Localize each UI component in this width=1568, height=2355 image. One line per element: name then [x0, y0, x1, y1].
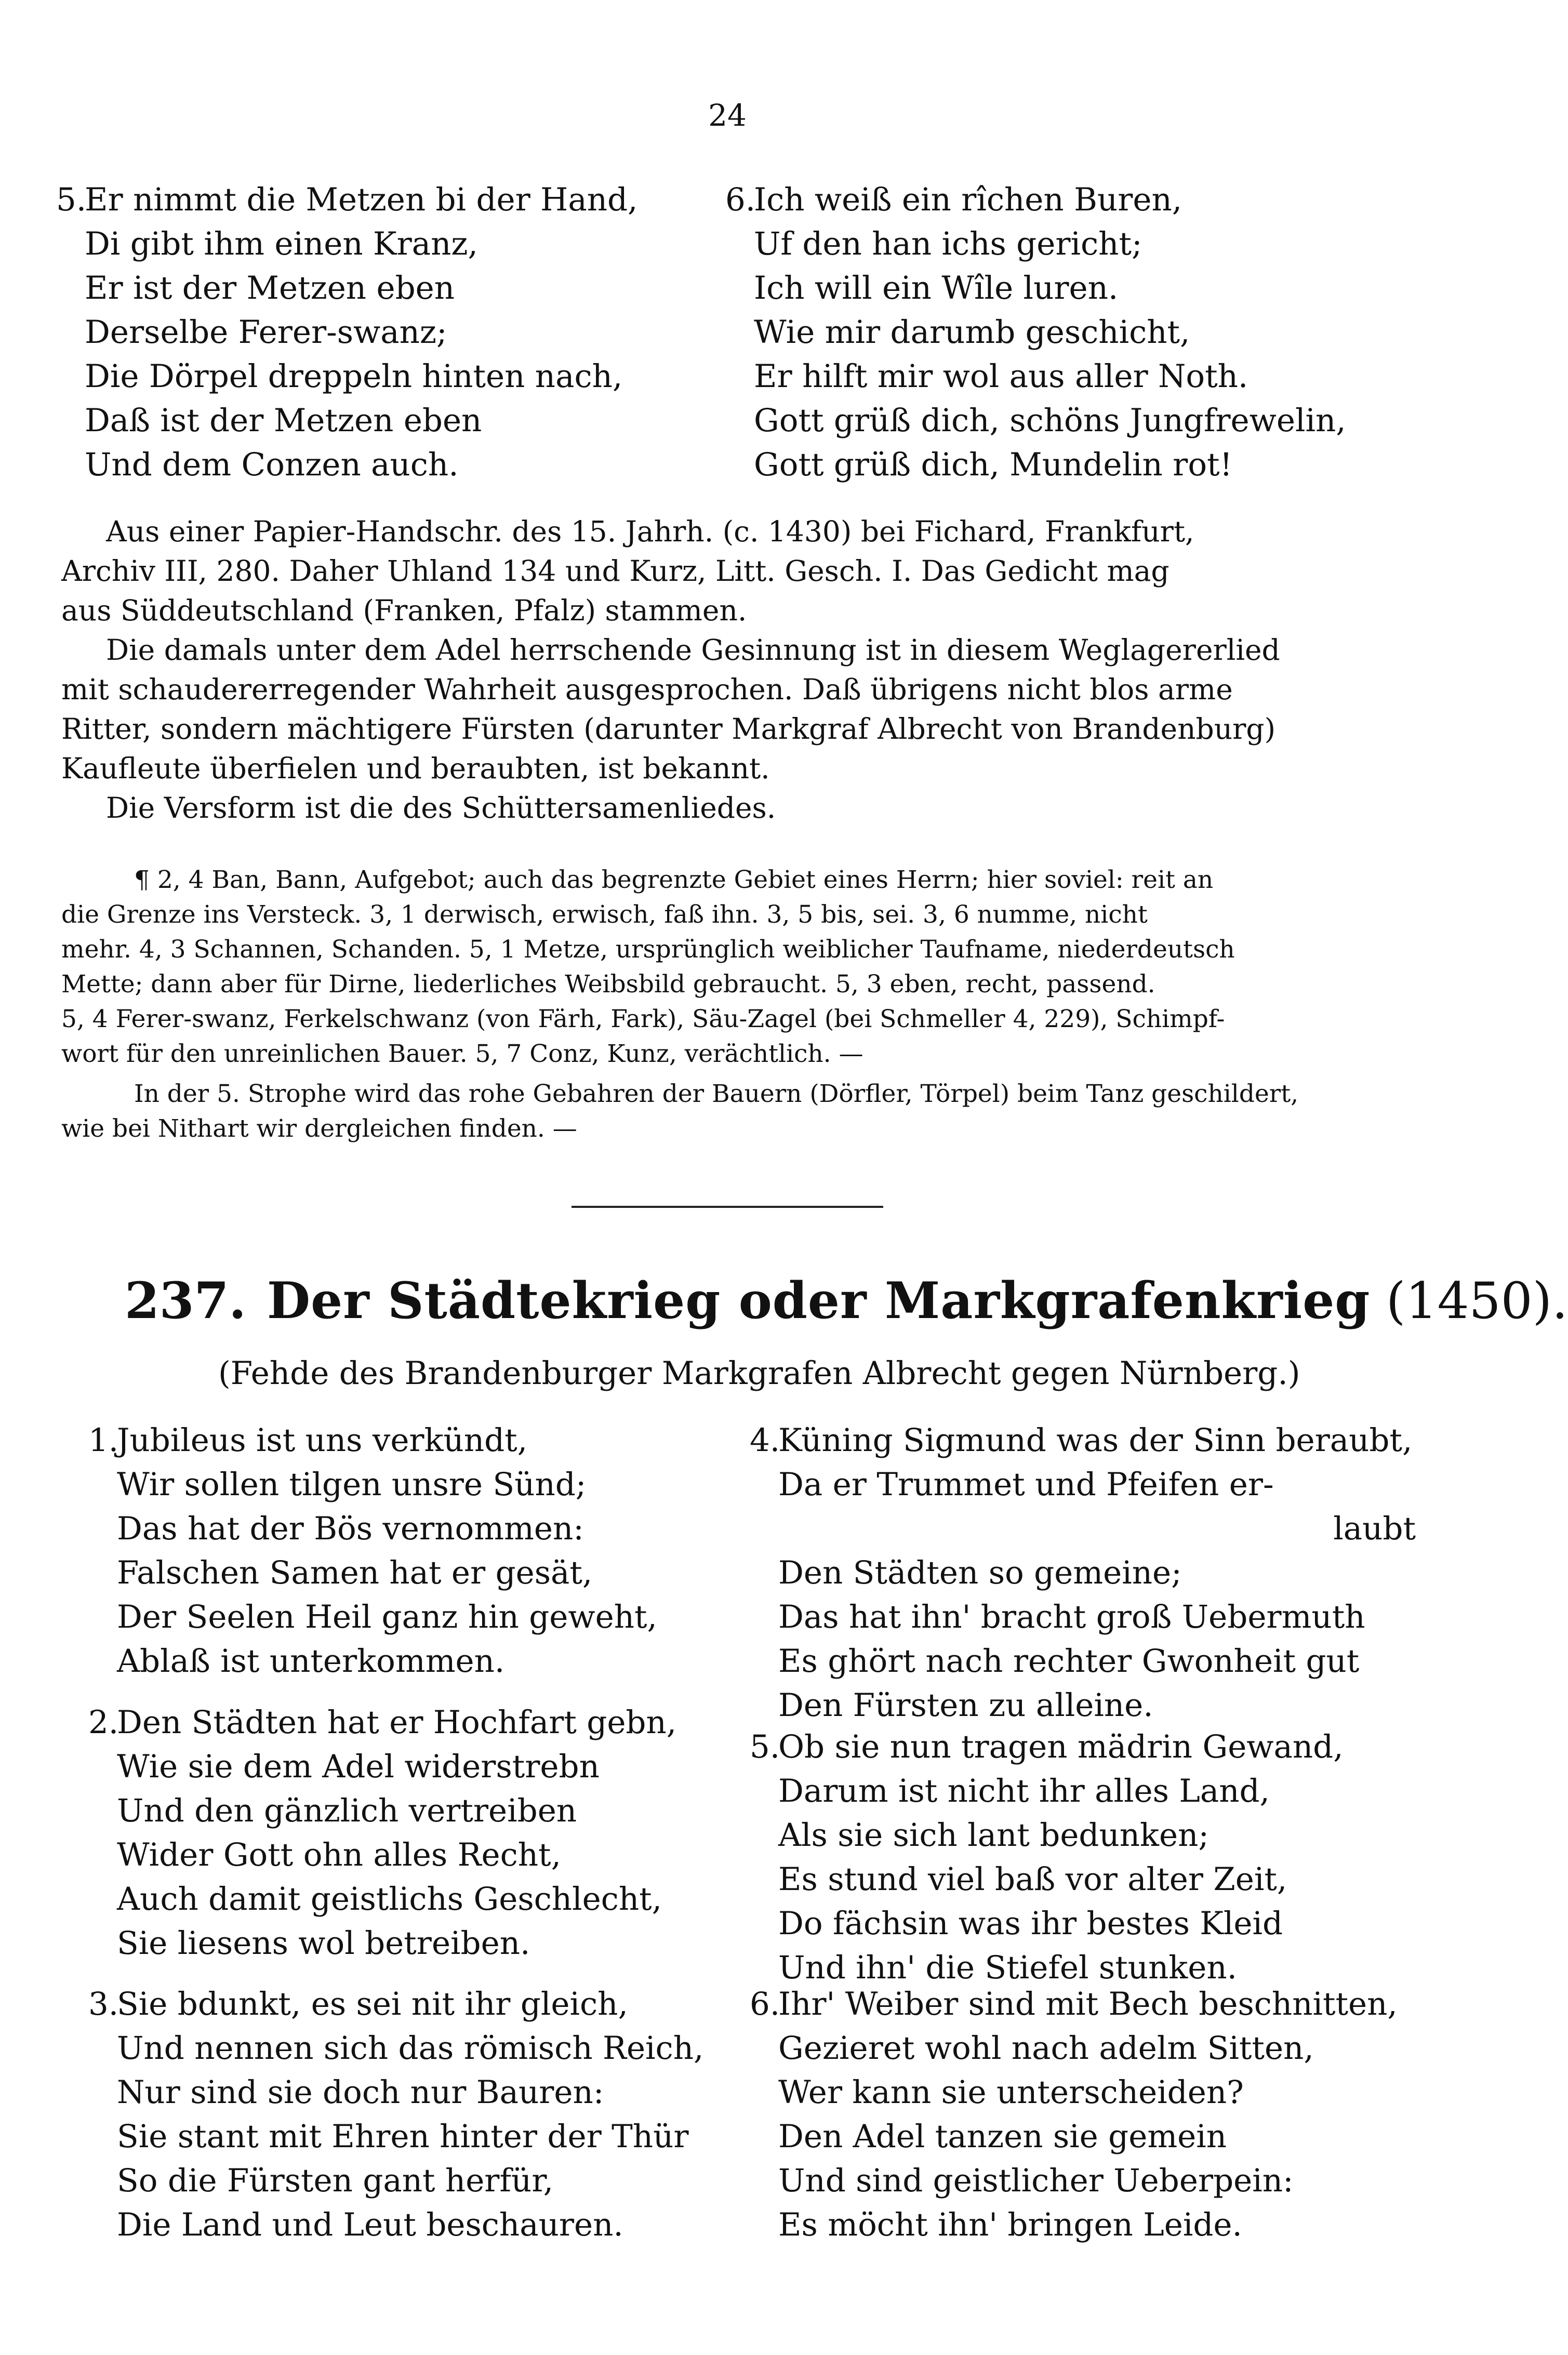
- note-line: mehr. 4, 3 Schannen, Schanden. 5, 1 Metze, ursprünglich weiblicher Taufname, niederdeutsch: [61, 935, 1235, 964]
- stanza-number: 5.: [750, 1728, 780, 1765]
- stanza-line: Sie stant mit Ehren hinter der Thür: [117, 2118, 689, 2155]
- stanza-line: Wie mir darumb geschicht,: [754, 314, 1190, 351]
- commentary-line: aus Süddeutschland (Franken, Pfalz) stammen.: [61, 594, 747, 627]
- commentary-line: Kaufleute überfielen und beraubten, ist bekannt.: [61, 752, 770, 785]
- stanza-line: 6.Ich weiß ein rîchen Buren,: [725, 178, 1411, 222]
- stanza-1: [88, 1418, 727, 1683]
- stanza-line: Er ist der Metzen eben: [85, 270, 455, 307]
- stanza-4: [750, 1418, 1425, 1727]
- stanza-line: Gott grüß dich, schöns Jungfrewelin,: [754, 402, 1346, 439]
- stanza-line: Sie liesens wol betreiben.: [117, 1925, 530, 1962]
- stanza-6: [725, 178, 1411, 487]
- stanza-line: 2.Den Städten hat er Hochfart gebn,: [88, 1700, 727, 1745]
- stanza-line: Als sie sich lant bedunken;: [778, 1817, 1209, 1854]
- section-title: [125, 1270, 1568, 1332]
- stanza-5: [56, 178, 706, 487]
- stanza-line: Und ihn' die Stiefel stunken.: [778, 1949, 1238, 1986]
- stanza-line: Es ghört nach rechter Gwonheit gut: [778, 1643, 1360, 1680]
- stanza-line: Und sind geistlicher Ueberpein:: [778, 2162, 1294, 2199]
- stanza-line: Ablaß ist unterkommen.: [117, 1643, 505, 1680]
- stanza-line: 5.Ob sie nun tragen mädrin Gewand,: [750, 1725, 1425, 1769]
- commentary-line: mit schaudererregender Wahrheit ausgesprochen. Daß übrigens nicht blos arme: [61, 673, 1233, 706]
- stanza-line-runover: laubt: [1333, 1510, 1416, 1547]
- stanza-line: Wer kann sie unterscheiden?: [778, 2074, 1244, 2111]
- stanza-line: Nur sind sie doch nur Bauren:: [117, 2074, 604, 2111]
- note-line: wort für den unreinlichen Bauer. 5, 7 Conz, Kunz, verächtlich. —: [61, 1040, 863, 1068]
- stanza-line: Den Städten so gemeine;: [778, 1554, 1182, 1591]
- stanza-line: Di gibt ihm einen Kranz,: [85, 225, 478, 262]
- section-subtitle: (Fehde des Brandenburger Markgrafen Albrecht gegen Nürnberg.): [218, 1355, 1300, 1392]
- stanza-line: Und den gänzlich vertreiben: [117, 1792, 577, 1829]
- commentary-line: Archiv III, 280. Daher Uhland 134 und Kurz, Litt. Gesch. I. Das Gedicht mag: [61, 554, 1170, 588]
- note-line: In der 5. Strophe wird das rohe Gebahren der Bauern (Dörfler, Törpel) beim Tanz geschildert,: [134, 1080, 1299, 1108]
- stanza-line: Das hat der Bös vernommen:: [117, 1510, 584, 1547]
- stanza-line: Uf den han ichs gericht;: [754, 225, 1142, 262]
- stanza-line: Gezieret wohl nach adelm Sitten,: [778, 2030, 1314, 2067]
- stanza-number: 5.: [56, 181, 87, 218]
- commentary-line: Aus einer Papier-Handschr. des 15. Jahrh. (c. 1430) bei Fichard, Frankfurt,: [106, 515, 1194, 548]
- note-line: wie bei Nithart wir dergleichen finden. —: [61, 1114, 577, 1143]
- stanza-line: Es stund viel baß vor alter Zeit,: [778, 1861, 1287, 1898]
- stanza-line: Die Dörpel dreppeln hinten nach,: [85, 358, 623, 395]
- commentary-line: Die Versform ist die des Schüttersamenliedes.: [106, 791, 776, 824]
- stanza-line: Der Seelen Heil ganz hin geweht,: [117, 1599, 657, 1635]
- stanza-number: 6.: [725, 181, 756, 218]
- stanza-line: Das hat ihn' bracht groß Uebermuth: [778, 1599, 1365, 1635]
- stanza-3: [88, 1982, 727, 2247]
- stanza-line: So die Fürsten gant herfür,: [117, 2162, 554, 2199]
- stanza-line: Es möcht ihn' bringen Leide.: [778, 2206, 1242, 2243]
- stanza-line: Wider Gott ohn alles Recht,: [117, 1837, 561, 1873]
- stanza-line: Er hilft mir wol aus aller Noth.: [754, 358, 1248, 395]
- stanza-line: 6.Ihr' Weiber sind mit Bech beschnitten,: [750, 1982, 1425, 2026]
- stanza-line: Ich will ein Wîle luren.: [754, 270, 1119, 307]
- word-notes: [61, 862, 1391, 1071]
- stanza-line: 5.Er nimmt die Metzen bi der Hand,: [56, 178, 706, 222]
- stanza-line: Da er Trummet und Pfeifen er-: [778, 1466, 1274, 1503]
- section-divider: [572, 1206, 883, 1208]
- stanza-number: 2.: [88, 1704, 119, 1741]
- stanza-line: Wie sie dem Adel widerstrebn: [117, 1748, 600, 1785]
- stanza-number: 1.: [88, 1422, 119, 1459]
- stanza-line: Darum ist nicht ihr alles Land,: [778, 1773, 1270, 1810]
- stanza-line: Auch damit geistlichs Geschlecht,: [117, 1881, 662, 1918]
- stanza-number: 3.: [88, 1986, 119, 2023]
- stanza-note: [61, 1076, 1391, 1146]
- note-line: Mette; dann aber für Dirne, liederliches Weibsbild gebraucht. 5, 3 eben, recht, passend.: [61, 970, 1155, 999]
- stanza-line: Gott grüß dich, Mundelin rot!: [754, 446, 1233, 483]
- stanza-line: Den Fürsten zu alleine.: [778, 1687, 1153, 1724]
- stanza-line: Derselbe Ferer-swanz;: [85, 314, 447, 351]
- stanza-line: Do fächsin was ihr bestes Kleid: [778, 1905, 1283, 1942]
- note-line: 5, 4 Ferer-swanz, Ferkelschwanz (von Färh, Fark), Säu-Zagel (bei Schmeller 4, 229), Schimpf-: [61, 1005, 1225, 1033]
- note-line: die Grenze ins Versteck. 3, 1 derwisch, erwisch, faß ihn. 3, 5 bis, sei. 3, 6 numme, nicht: [61, 900, 1148, 929]
- section-year: (1450).: [1386, 1272, 1568, 1330]
- stanza-line: Den Adel tanzen sie gemein: [778, 2118, 1227, 2155]
- stanza-line: Falschen Samen hat er gesät,: [117, 1554, 593, 1591]
- stanza-5b: [750, 1725, 1425, 1990]
- commentary: [61, 512, 1376, 828]
- commentary-line: Die damals unter dem Adel herrschende Gesinnung ist in diesem Weglagererlied: [106, 633, 1280, 667]
- stanza-line: Und dem Conzen auch.: [85, 446, 459, 483]
- stanza-line: 4.Küning Sigmund was der Sinn beraubt,: [750, 1418, 1425, 1462]
- stanza-number: 6.: [750, 1986, 780, 2023]
- stanza-line: 3.Sie bdunkt, es sei nit ihr gleich,: [88, 1982, 727, 2026]
- stanza-number: 4.: [750, 1422, 780, 1459]
- stanza-line: Und nennen sich das römisch Reich,: [117, 2030, 704, 2067]
- stanza-line: Die Land und Leut beschauren.: [117, 2206, 623, 2243]
- section-number: 237.: [125, 1271, 246, 1330]
- page-number: 24: [708, 98, 747, 133]
- section-title-text: Der Städtekrieg oder Markgrafenkrieg: [267, 1271, 1371, 1330]
- stanza-2: [88, 1700, 727, 1965]
- stanza-line: Daß ist der Metzen eben: [85, 402, 482, 439]
- stanza-6b: [750, 1982, 1425, 2247]
- stanza-line: Wir sollen tilgen unsre Sünd;: [117, 1466, 587, 1503]
- stanza-line: 1.Jubileus ist uns verkündt,: [88, 1418, 727, 1462]
- note-line: ¶ 2, 4 Ban, Bann, Aufgebot; auch das begrenzte Gebiet eines Herrn; hier soviel: reit an: [134, 866, 1214, 894]
- commentary-line: Ritter, sondern mächtigere Fürsten (darunter Markgraf Albrecht von Brandenburg): [61, 712, 1276, 746]
